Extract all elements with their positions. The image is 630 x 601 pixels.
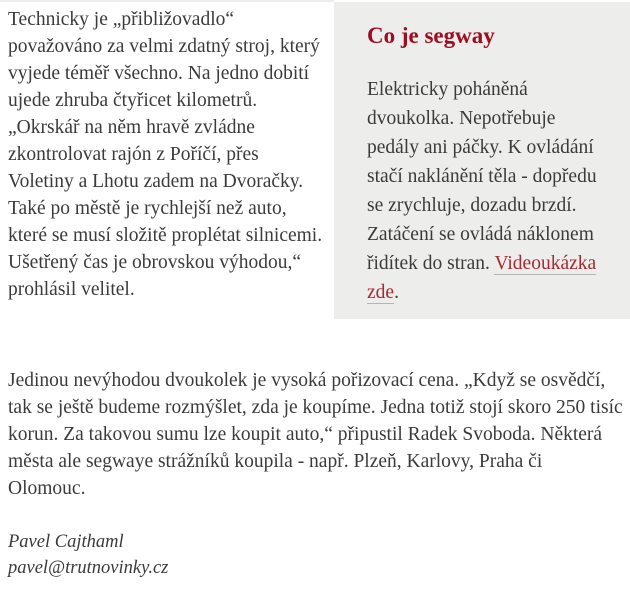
- top-divider: [0, 0, 334, 2]
- article-footer: [8, 529, 168, 581]
- sidebar-box: [334, 2, 630, 319]
- video-demo-link[interactable]: Videoukázka zde: [367, 253, 597, 303]
- author-email: pavel@trutnovinky.cz: [8, 558, 169, 578]
- article-paragraph-bottom: Jedinou nevýhodou dvoukolek je vysoká pořizovací cena. „Když se osvědčí, tak se ještě budeme rozmýšlet, zda je koupíme. Jedna totiž stojí skoro 250 tisíc korun. Za takovou sumu lze koupit auto,“ připustil Radek Svoboda. Některá města ale segwaye strážníků koupila - např. Plzeň, Karlovy, Praha či Olomouc.: [8, 370, 623, 499]
- article-paragraph-left: Technicky je „přibližovadlo“ považováno za velmi zdatný stroj, který vyjede téměř všechno. Na jedno dobití ujede zhruba čtyřicet kilometrů. „Okrskář na něm hravě zvládne zkontrolovat rajón z Poříčí, přes Voletiny a Lhotu zadem na Dvoračky. Také po městě je rychlejší než auto, které se musí složitě proplétat silnicemi. Ušetřený čas je obrovskou výhodou,“ prohlásil velitel.: [8, 9, 323, 300]
- sidebar-text: [367, 75, 608, 307]
- sidebar-text-before-link: Elektricky poháněná dvoukolka. Nepotřebuje pedály ani páčky. K ovládání stačí naklánění těla - dopředu se zrychluje, dozadu brzdí. Zatáčení se ovládá náklonem řidítek do stran.: [367, 79, 597, 274]
- author-name: Pavel Cajthaml: [8, 532, 124, 552]
- sidebar-title: Co je segway: [367, 23, 495, 48]
- sidebar-text-after-link: .: [394, 282, 399, 303]
